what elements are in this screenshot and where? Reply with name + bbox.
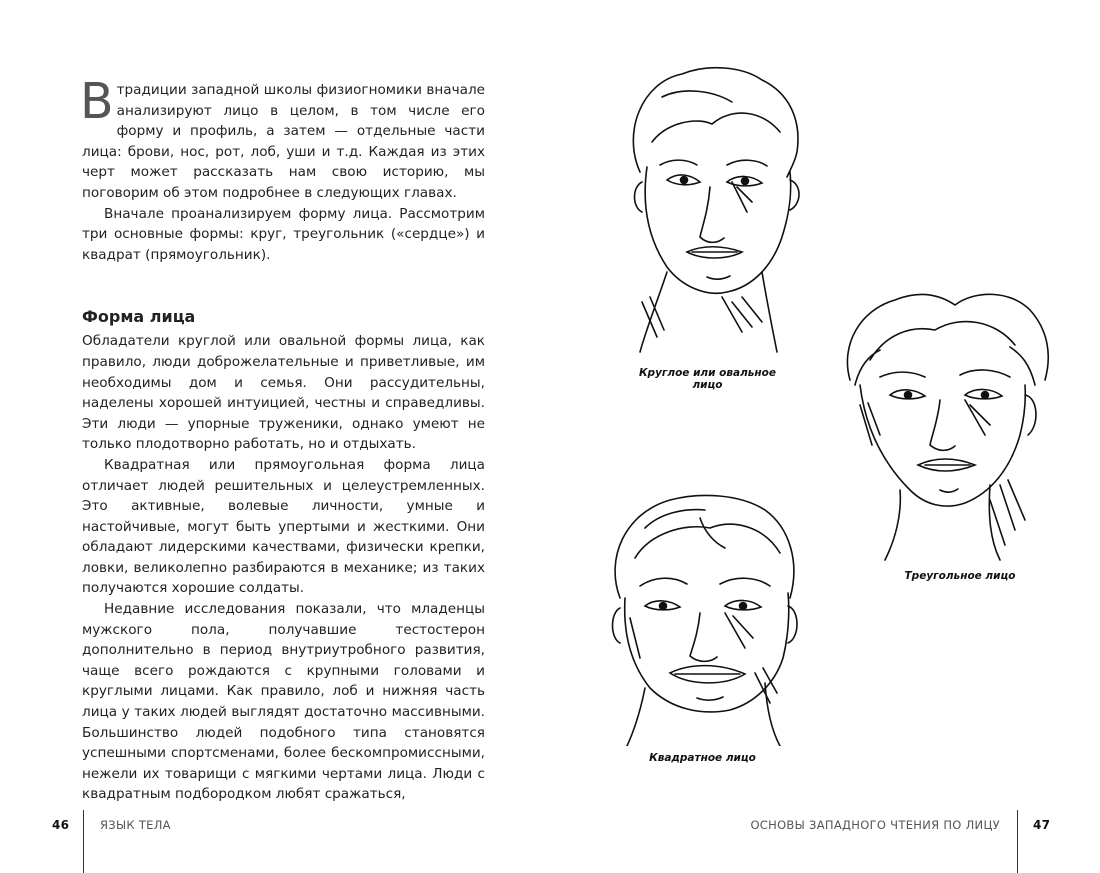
intro-paragraph-1-text: традиции западной школы физиогномики вначале анализируют лицо в целом, в том числе его форму и профиль, а затем — отдельные части лица: брови, нос, рот, лоб, уши и т.д. Каждая из этих черт может рассказать нам свою историю, мы поговорим об этом подробнее в следующих главах. [82,82,485,201]
section-title: Форма лица [82,307,196,327]
caption-triangle-face: Треугольное лицо [904,570,1016,582]
right-footer-divider [1017,810,1018,873]
section-paragraph-3: Недавние исследования показали, что младенцы мужского пола, получавшие тестостерон дополнительно в период внутриутробного развития, чаще всего рождаются с крупными головами и круглыми лицами. Как правило, лоб и нижняя часть лица у таких людей выглядят достаточно массивными. Большинство людей подобного типа становятся успешными спортсменами, более бескомпромиссными, нежели их товарищи с мягкими чертами лица. Люди с квадратным подбородком любят сражаться, [82,601,485,803]
intro-paragraph-1 [80,73,485,204]
caption-square-face: Квадратное лицо [649,752,756,764]
round-face-illustration [612,62,812,362]
left-page-text [80,73,485,805]
left-footer-divider [83,810,84,873]
section-paragraph-1: Обладатели круглой или овальной формы лица, как правило, люди доброжелательные и приветливые, им необходимы дом и семья. Они рассудительны, наделены хорошей интуицией, честны и справедливы. Эти люди — упорные труженики, однако умеют не только плодотворно работать, но и отдыхать. [82,333,485,453]
left-page-number: 46 [52,818,70,832]
square-face-illustration [605,488,805,746]
triangle-face-illustration [840,285,1060,565]
left-running-head: ЯЗЫК ТЕЛА [100,818,171,832]
intro-paragraph-2: Вначале проанализируем форму лица. Рассмотрим три основные формы: круг, треугольник («сердце») и квадрат (прямоугольник). [82,205,485,263]
right-running-head: ОСНОВЫ ЗАПАДНОГО ЧТЕНИЯ ПО ЛИЦУ [750,818,1000,832]
drop-cap: В [80,73,114,130]
section-paragraph-2: Квадратная или прямоугольная форма лица отличает людей решительных и целеустремленных. Это активные, волевые личности, умные и настойчивые, могут быть упертыми и жесткими. Они обладают лидерскими качествами, физически крепки, ловки, великолепно разбираются в механике; из таких получаются хорошие солдаты. [82,456,485,597]
caption-round-face: Круглое или овальное лицо [638,367,777,391]
right-page-number: 47 [1033,818,1051,832]
